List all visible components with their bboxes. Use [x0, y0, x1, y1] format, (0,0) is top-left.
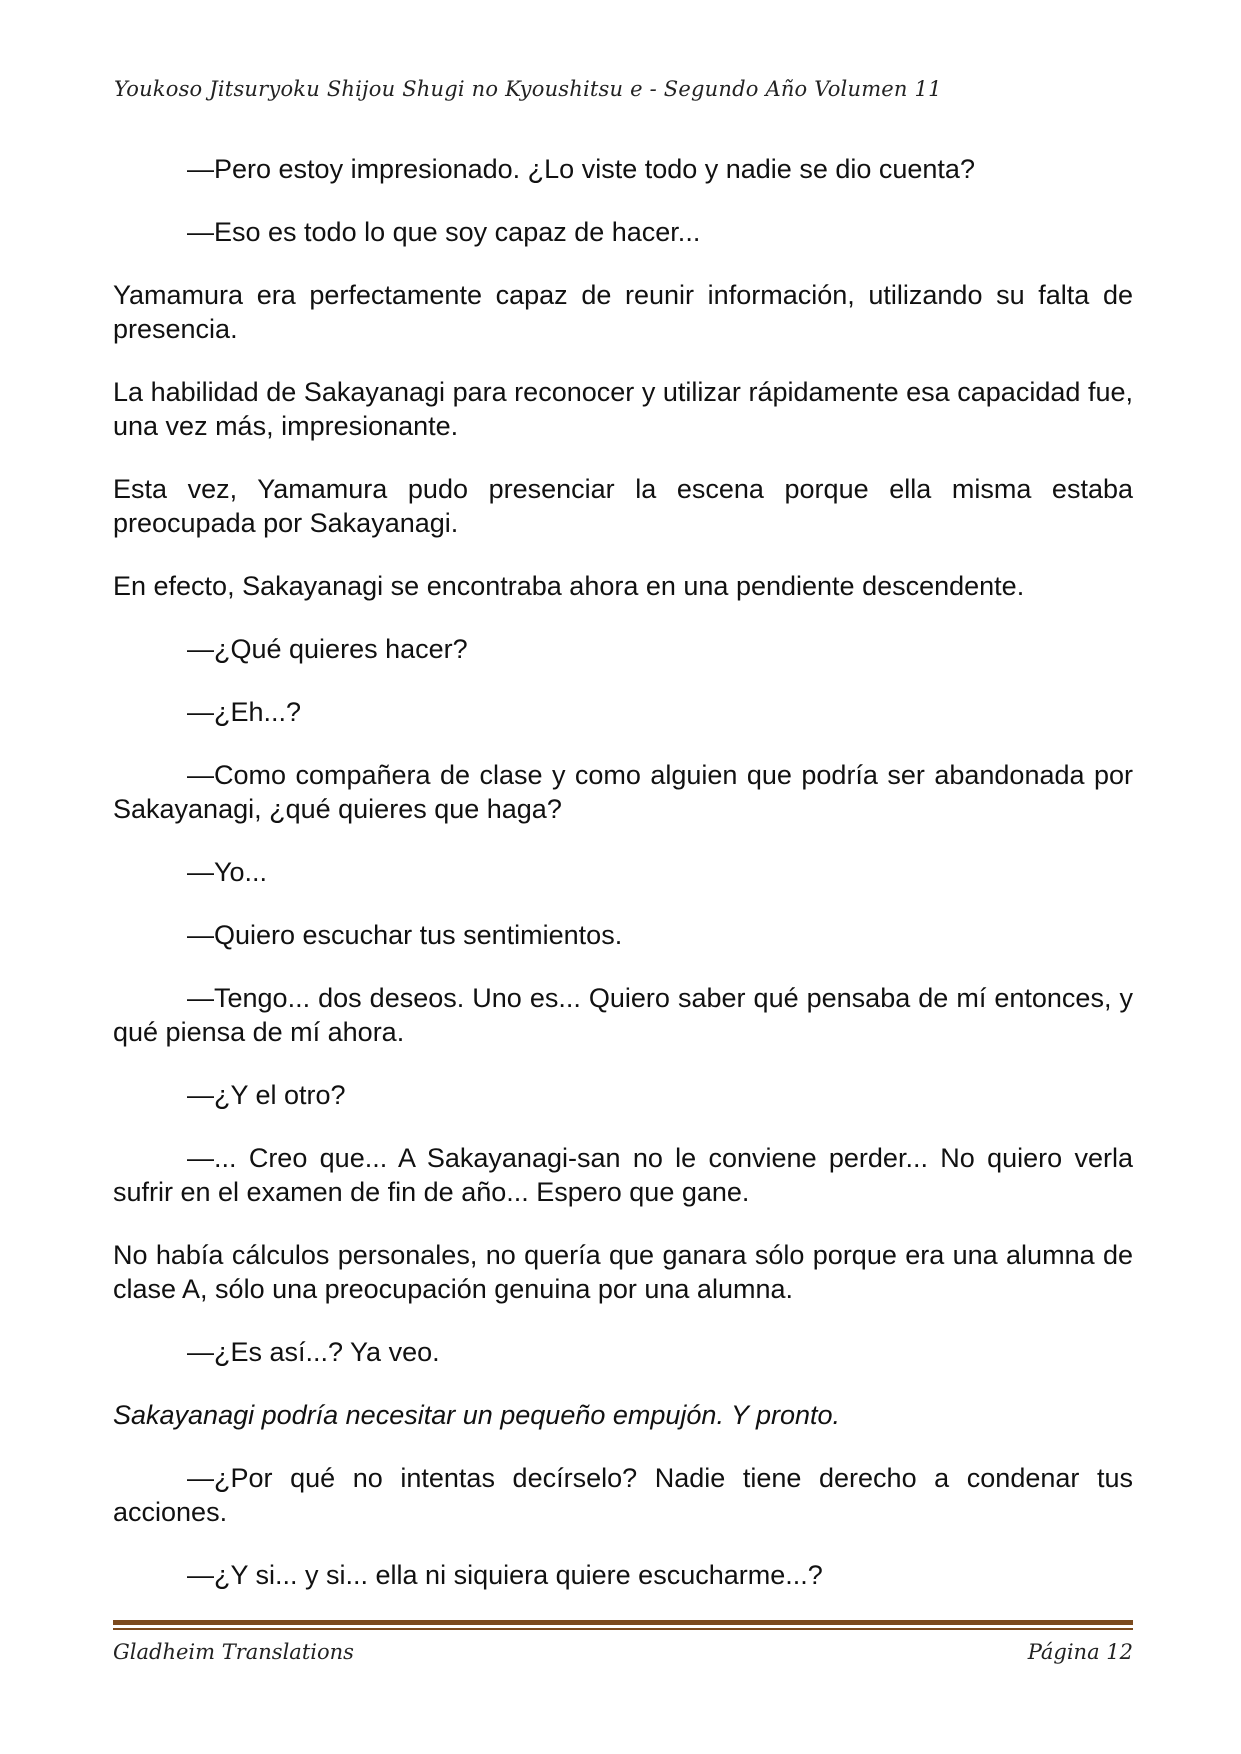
footer-page-number: Página 12	[1027, 1640, 1133, 1664]
paragraph: —Yo...	[187, 857, 268, 887]
paragraph: —¿Por qué no intentas decírselo? Nadie tiene derecho a condenar tus acciones.	[113, 1463, 1133, 1527]
paragraph: —Como compañera de clase y como alguien que podría ser abandonada por Sakayanagi, ¿qué quieres que haga?	[113, 760, 1133, 824]
footer-divider-thick	[113, 1620, 1133, 1625]
paragraph: —¿Y el otro?	[187, 1080, 346, 1110]
paragraph: —¿Es así...? Ya veo.	[187, 1337, 440, 1367]
paragraph: Esta vez, Yamamura pudo presenciar la escena porque ella misma estaba preocupada por Sakayanagi.	[113, 474, 1133, 538]
paragraph: —¿Qué quieres hacer?	[187, 634, 468, 664]
paragraph: —... Creo que... A Sakayanagi-san no le conviene perder... No quiero verla sufrir en el examen de fin de año... Espero que gane.	[113, 1143, 1133, 1207]
paragraph: No había cálculos personales, no quería que ganara sólo porque era una alumna de clase A, sólo una preocupación genuina por una alumna.	[113, 1240, 1133, 1304]
paragraph: —¿Eh...?	[187, 697, 302, 727]
paragraph: —Tengo... dos deseos. Uno es... Quiero saber qué pensaba de mí entonces, y qué piensa de mí ahora.	[113, 983, 1133, 1047]
page-body	[113, 152, 1133, 1592]
paragraph: —Eso es todo lo que soy capaz de hacer...	[187, 217, 701, 247]
paragraph: —Quiero escuchar tus sentimientos.	[187, 920, 623, 950]
page-header-title: Youkoso Jitsuryoku Shijou Shugi no Kyoushitsu e - Segundo Año Volumen 11	[114, 77, 942, 101]
footer-divider-thin	[113, 1628, 1133, 1630]
paragraph: Yamamura era perfectamente capaz de reunir información, utilizando su falta de presencia.	[113, 280, 1133, 344]
paragraph: —¿Y si... y si... ella ni siquiera quiere escucharme...?	[187, 1560, 823, 1590]
paragraph-italic-thought: Sakayanagi podría necesitar un pequeño empujón. Y pronto.	[113, 1400, 841, 1430]
paragraph: En efecto, Sakayanagi se encontraba ahora en una pendiente descendente.	[113, 571, 1025, 601]
footer-translator-credit: Gladheim Translations	[113, 1640, 354, 1664]
paragraph: La habilidad de Sakayanagi para reconocer y utilizar rápidamente esa capacidad fue, una vez más, impresionante.	[113, 377, 1133, 441]
paragraph: —Pero estoy impresionado. ¿Lo viste todo y nadie se dio cuenta?	[187, 154, 975, 184]
